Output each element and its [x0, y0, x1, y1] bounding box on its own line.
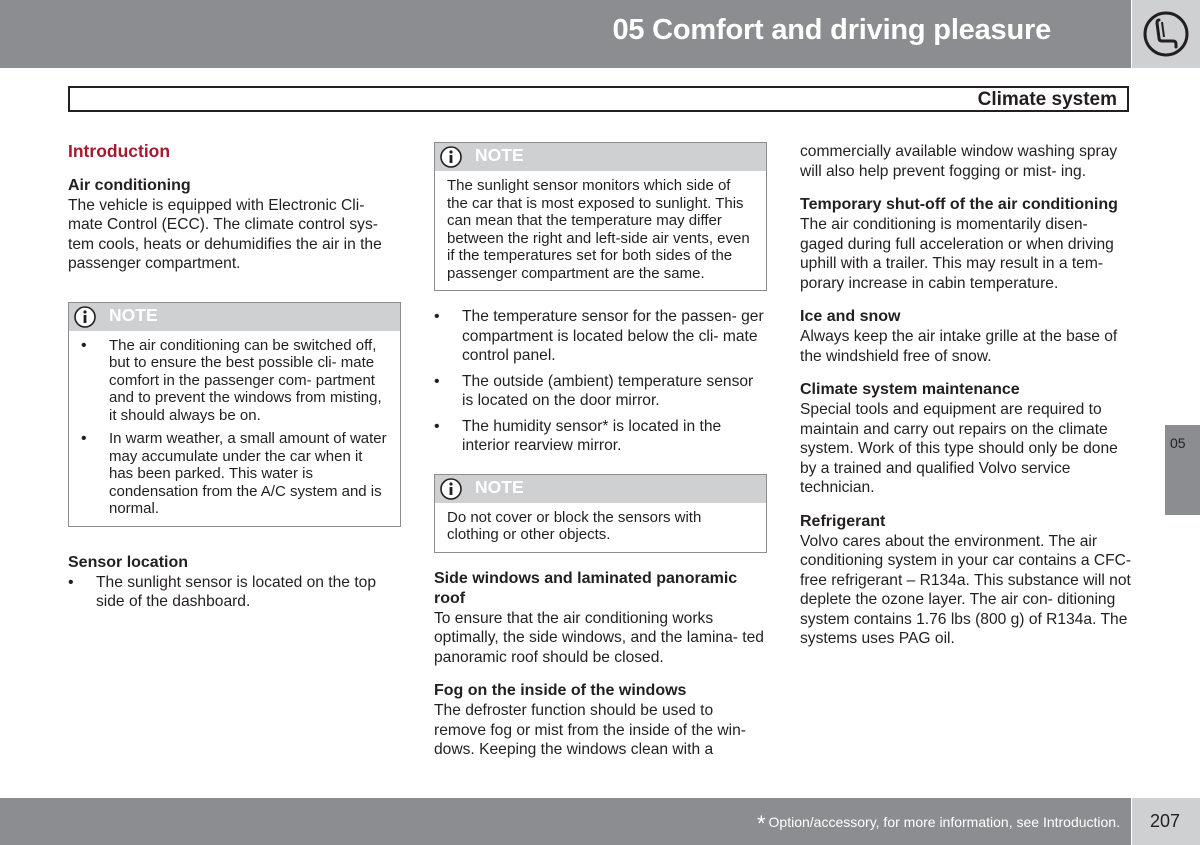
- column-2: [434, 142, 767, 760]
- intro-heading: Introduction: [68, 141, 171, 161]
- ice-snow-heading: Ice and snow: [800, 308, 901, 325]
- list-item: • The air conditioning can be switched off, but to ensure the best possible cli- mate comfort in the passenger com- partment and to prevent the windows from misting, it should always be on.: [81, 337, 388, 425]
- chapter-side-tab-label: 05: [1170, 435, 1186, 451]
- refrigerant-paragraph: Volvo cares about the environment. The air conditioning system in your car contains a CFC-free refrigerant – R134a. This substance will not deplete the ozone layer. The air con- ditioning system contains 1.76 lbs (800 g) of R134a. The systems uses PAG oil.: [800, 532, 1132, 647]
- sensor-list: [68, 573, 401, 612]
- note-header: [435, 475, 766, 503]
- footer-note: [757, 811, 1120, 837]
- column-1: [68, 142, 401, 618]
- footnote-star: *: [756, 811, 766, 836]
- ac-paragraph: The vehicle is equipped with Electronic Cli- mate Control (ECC). The climate control sys- tem cools, heats or dehumidifies the air in the passenger compartment.: [68, 196, 382, 272]
- note-label: NOTE: [109, 304, 158, 325]
- note-box-2: [434, 142, 767, 291]
- refrigerant-heading: Refrigerant: [800, 512, 886, 530]
- list-item: • The outside (ambient) temperature sensor is located on the door mirror.: [434, 372, 767, 411]
- column-3: [800, 142, 1133, 649]
- maintenance-paragraph: Special tools and equipment are required to maintain and carry out repairs on the climate system. Work of this type should only be done by a trained and qualified Volvo service technician.: [800, 401, 1118, 496]
- note-box-1: [68, 302, 401, 527]
- maintenance-heading: Climate system maintenance: [800, 381, 1020, 398]
- note-label: NOTE: [475, 145, 524, 165]
- info-icon: [439, 145, 463, 169]
- list-item: • The humidity sensor* is located in the interior rearview mirror.: [434, 417, 767, 456]
- list-item: • The sunlight sensor is located on the top side of the dashboard.: [68, 573, 401, 612]
- sensor-location-heading: Sensor location: [68, 553, 189, 571]
- note-body: Do not cover or block the sensors with clothing or other objects.: [447, 508, 702, 543]
- note-list: [81, 337, 388, 518]
- chapter-title: 05 Comfort and driving pleasure: [612, 14, 1051, 46]
- list-item: • In warm weather, a small amount of water may accumulate under the car when it has been parked. This water is condensation from the A/C system and is normal.: [81, 430, 388, 518]
- chapter-icon-box: [1132, 0, 1200, 68]
- section-title-box: [68, 86, 1129, 112]
- ice-snow-paragraph: Always keep the air intake grille at the base of the windshield free of snow.: [800, 328, 1118, 365]
- info-icon: [439, 477, 463, 501]
- section-title: Climate system: [977, 89, 1117, 110]
- note-header: [435, 143, 766, 171]
- chapter-header-bar: [0, 0, 1131, 68]
- note-label: NOTE: [475, 476, 524, 497]
- fog-heading: Fog on the inside of the windows: [434, 682, 687, 699]
- windows-heading: Side windows and laminated panoramic roof: [434, 569, 738, 607]
- shutoff-paragraph: The air conditioning is momentarily disen- gaged during full acceleration or when driving uphill with a trailer. This may result in a tem- porary increase in cabin temperature.: [800, 216, 1114, 292]
- footer-note-text: Option/accessory, for more information, see Introduction.: [768, 814, 1120, 830]
- note-box-3: [434, 474, 767, 553]
- list-item: • The temperature sensor for the passen- ger compartment is located below the cli- mate control panel.: [434, 307, 767, 366]
- note-body: The sunlight sensor monitors which side of the car that is most exposed to sunlight. This can mean that the temperature may differ between the right and left-side air vents, even if the temperatures set for both sides of the passenger compartment are the same.: [447, 177, 750, 282]
- page-number: 207: [1150, 811, 1181, 831]
- shutoff-heading: Temporary shut-off of the air conditioning: [800, 196, 1118, 213]
- fog-paragraph-continued: commercially available window washing spray will also help prevent fogging or mist- ing.: [800, 143, 1118, 180]
- note-header: [69, 303, 400, 331]
- info-icon: [73, 305, 97, 329]
- note-body: [69, 331, 400, 526]
- fog-paragraph: The defroster function should be used to remove fog or mist from the inside of the win- dows. Keeping the windows clean with a: [434, 702, 746, 758]
- ac-heading: Air conditioning: [68, 176, 191, 194]
- seat-icon: [1142, 10, 1190, 58]
- sensor-list-2: [434, 307, 767, 456]
- windows-paragraph: To ensure that the air conditioning works optimally, the side windows, and the lamina- ted panoramic roof should be closed.: [434, 609, 764, 666]
